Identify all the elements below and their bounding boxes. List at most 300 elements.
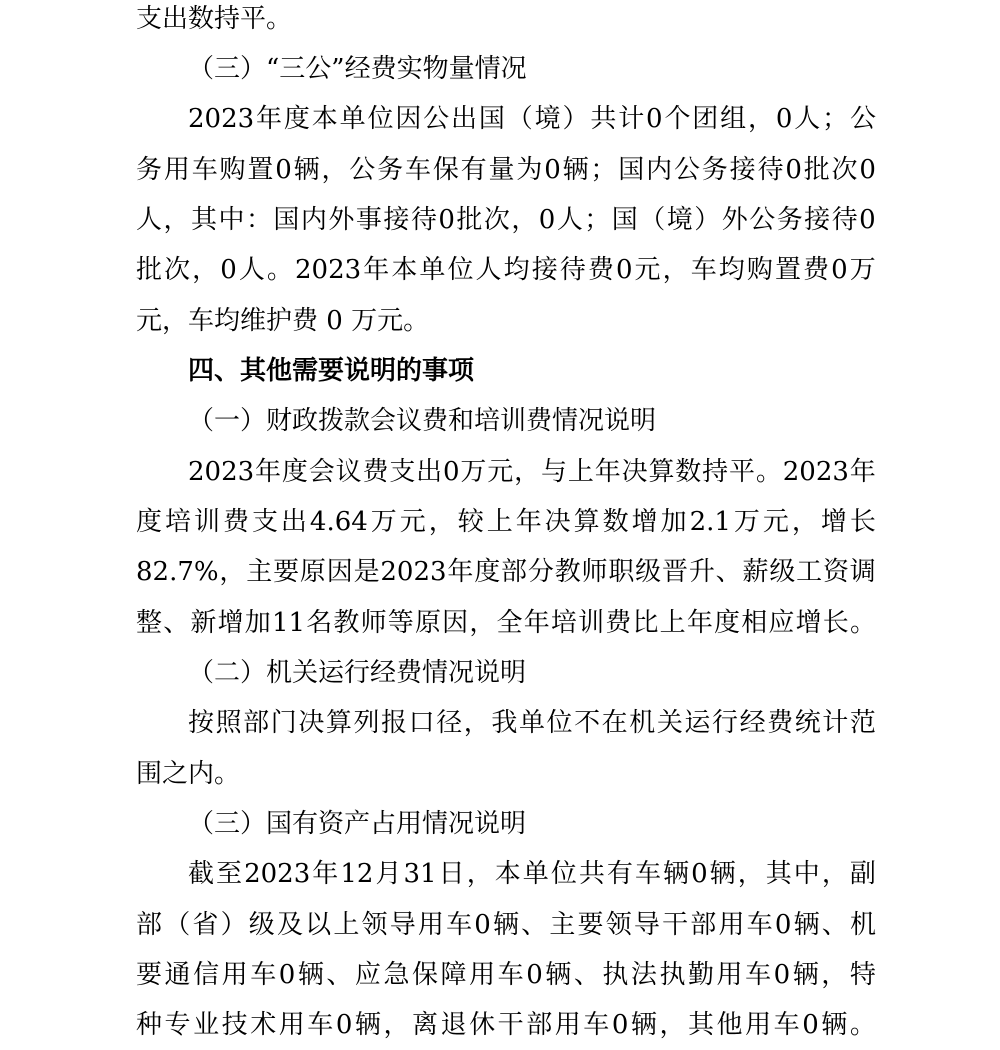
text-glyph: 领 <box>605 910 632 940</box>
text-glyph: 决 <box>298 708 325 738</box>
text-glyph: 待 <box>831 205 858 235</box>
text-glyph: 升 <box>688 557 715 587</box>
text-glyph: 人 <box>475 255 502 285</box>
text-glyph: 0 <box>802 1010 819 1040</box>
text-glyph: 保 <box>432 155 459 185</box>
text-glyph: 主 <box>549 910 576 940</box>
text-glyph: 出 <box>451 104 478 134</box>
text-glyph: 万 <box>370 507 397 537</box>
text-glyph: 辆 <box>562 155 589 185</box>
text-glyph: 他 <box>716 1010 743 1040</box>
text-glyph: 障 <box>440 960 467 990</box>
text-glyph: 度 <box>474 557 501 587</box>
text-glyph: 0 <box>438 205 455 235</box>
text-glyph: 车 <box>745 960 772 990</box>
text-glyph: 用 <box>469 960 496 990</box>
text-glyph: 月 <box>375 859 402 889</box>
text-glyph: 用 <box>716 960 743 990</box>
text-glyph: 统 <box>794 708 821 738</box>
text-glyph: 按 <box>188 708 215 738</box>
text-glyph: 车 <box>690 255 717 285</box>
text-line: 元，车均维护费 0 万元。 <box>136 306 430 336</box>
text-glyph: 0 <box>538 205 556 235</box>
text-glyph: 年 <box>255 457 282 487</box>
text-glyph: 增 <box>820 507 847 537</box>
text-glyph: 不 <box>574 708 601 738</box>
text-glyph: 省 <box>192 910 219 940</box>
text-glyph: ： <box>245 205 272 235</box>
text-glyph: 业 <box>193 1010 220 1040</box>
text-glyph: 年 <box>686 608 713 638</box>
text-glyph: 以 <box>305 910 332 940</box>
text-glyph: 人 <box>136 205 163 235</box>
text-glyph: 事 <box>355 205 382 235</box>
text-glyph: 增 <box>217 608 244 638</box>
text-glyph: 列 <box>353 708 380 738</box>
text-glyph: 公 <box>849 104 876 134</box>
text-glyph: 购 <box>746 255 773 285</box>
text-line-justified <box>188 94 876 144</box>
text-glyph: 职 <box>608 557 635 587</box>
text-glyph: 境 <box>666 205 693 235</box>
text-glyph: 及 <box>276 910 303 940</box>
text-glyph: 年 <box>447 557 474 587</box>
text-glyph: 2023 <box>188 457 255 487</box>
text-glyph: 、 <box>821 910 848 940</box>
text-glyph: 用 <box>163 155 190 185</box>
text-glyph: 购 <box>219 155 246 185</box>
text-glyph: 报 <box>381 708 408 738</box>
text-line-justified <box>136 950 876 1000</box>
text-glyph: 相 <box>741 608 768 638</box>
text-glyph: 退 <box>440 1010 467 1040</box>
text-glyph: 人 <box>238 255 265 285</box>
text-glyph: 0 <box>278 960 296 990</box>
text-glyph: 务 <box>776 205 803 235</box>
text-glyph: 级 <box>248 910 275 940</box>
text-glyph: 领 <box>361 910 388 940</box>
text-glyph: 副 <box>849 859 876 889</box>
text-glyph: 其 <box>190 205 217 235</box>
text-glyph: 公 <box>349 155 376 185</box>
text-glyph: 出 <box>416 457 443 487</box>
text-glyph: 我 <box>491 708 518 738</box>
text-glyph: ， <box>466 859 493 889</box>
text-glyph: 。 <box>266 255 293 285</box>
text-glyph: 辆 <box>354 1010 381 1040</box>
text-glyph: 车 <box>583 1010 610 1040</box>
text-glyph: 共 <box>578 859 605 889</box>
text-glyph: 议 <box>335 457 362 487</box>
text-glyph: ； <box>822 104 849 134</box>
text-glyph: 单 <box>522 859 549 889</box>
text-glyph: 批 <box>456 205 483 235</box>
text-glyph: 0 <box>611 1010 629 1040</box>
text-glyph: 算 <box>648 457 675 487</box>
text-glyph: 机 <box>629 708 656 738</box>
text-line-justified <box>188 447 876 497</box>
text-glyph: 待 <box>410 205 437 235</box>
text-glyph: 与 <box>541 457 568 487</box>
text-glyph: 车 <box>773 1010 800 1040</box>
text-glyph: 0 <box>275 155 292 185</box>
text-glyph: 车 <box>404 155 431 185</box>
text-glyph: 是 <box>353 557 380 587</box>
text-glyph: 车 <box>446 910 473 940</box>
text-glyph: 支 <box>251 507 278 537</box>
text-glyph: 万 <box>460 457 487 487</box>
text-glyph: 上 <box>486 507 513 537</box>
text-glyph: 0 <box>859 155 876 185</box>
text-glyph: 车 <box>634 859 661 889</box>
text-glyph: 原 <box>414 608 441 638</box>
text-glyph: 外 <box>721 205 748 235</box>
subsection-heading: （一）财政拨款会议费和培训费情况说明 <box>188 406 657 436</box>
text-glyph: 薪 <box>742 557 769 587</box>
text-glyph: ， <box>791 507 818 537</box>
text-glyph: 年 <box>363 255 390 285</box>
text-glyph: 会 <box>308 457 335 487</box>
text-glyph: 径 <box>436 708 463 738</box>
text-glyph: ， <box>659 1010 686 1040</box>
text-glyph: 运 <box>684 708 711 738</box>
text-glyph: 单 <box>518 708 545 738</box>
text-glyph: 日 <box>438 859 465 889</box>
text-glyph: 接 <box>531 255 558 285</box>
text-glyph: 长 <box>849 507 876 537</box>
text-glyph: 待 <box>757 155 784 185</box>
text-glyph: 内 <box>300 205 327 235</box>
text-glyph: ） <box>562 104 589 134</box>
text-glyph: ， <box>163 205 190 235</box>
text-glyph: 部 <box>690 910 717 940</box>
text-glyph: 工 <box>796 557 823 587</box>
text-glyph: 资 <box>822 557 849 587</box>
text-glyph: 国 <box>611 205 638 235</box>
text-glyph: 训 <box>578 608 605 638</box>
text-line-justified <box>136 900 876 950</box>
text-glyph: 2023 <box>782 457 849 487</box>
text-glyph: 其 <box>765 859 792 889</box>
text-glyph: 费 <box>587 255 614 285</box>
text-glyph: 中 <box>218 205 245 235</box>
text-glyph: 2023 <box>295 255 362 285</box>
text-glyph: 辆 <box>630 1010 657 1040</box>
text-glyph: 门 <box>270 708 297 738</box>
text-glyph: 辆 <box>793 910 820 940</box>
text-glyph: ， <box>662 255 689 285</box>
text-glyph: 单 <box>339 104 366 134</box>
text-glyph: 加 <box>244 608 271 638</box>
text-glyph: ， <box>383 1010 410 1040</box>
text-glyph: 决 <box>544 507 571 537</box>
text-glyph: 导 <box>389 910 416 940</box>
text-glyph: 、 <box>715 557 742 587</box>
text-glyph: 名 <box>306 608 333 638</box>
text-glyph: 度 <box>714 608 741 638</box>
text-glyph: 休 <box>469 1010 496 1040</box>
text-glyph: 通 <box>164 960 191 990</box>
text-glyph: 量 <box>488 155 515 185</box>
text-glyph: 国 <box>478 104 505 134</box>
text-glyph: 教 <box>333 608 360 638</box>
text-glyph: 术 <box>250 1010 277 1040</box>
text-glyph: ， <box>737 859 764 889</box>
text-glyph: 0 <box>474 910 491 940</box>
text-glyph: 经 <box>739 708 766 738</box>
text-glyph: 辆 <box>663 859 690 889</box>
text-glyph: 部 <box>136 910 163 940</box>
text-glyph: 辆 <box>821 1010 848 1040</box>
text-glyph: 国 <box>273 205 300 235</box>
text-glyph: 团 <box>692 104 719 134</box>
text-glyph: 0 <box>335 1010 353 1040</box>
text-glyph: 0 <box>831 255 848 285</box>
text-glyph: 次 <box>831 155 858 185</box>
text-glyph: 人 <box>794 104 821 134</box>
text-glyph: 车 <box>250 960 277 990</box>
text-glyph: 年 <box>594 457 621 487</box>
text-glyph: 0 <box>775 104 793 134</box>
text-glyph: ， <box>821 960 848 990</box>
text-glyph: 元 <box>399 507 426 537</box>
text-glyph: 应 <box>354 960 381 990</box>
text-glyph: ） <box>694 205 721 235</box>
text-glyph: 比 <box>632 608 659 638</box>
text-glyph: 培 <box>164 507 191 537</box>
text-glyph: 用 <box>417 910 444 940</box>
text-glyph: （ <box>164 910 191 940</box>
text-glyph: 要 <box>273 557 300 587</box>
text-glyph: 度 <box>136 507 163 537</box>
text-glyph: 组 <box>720 104 747 134</box>
text-glyph: 分 <box>527 557 554 587</box>
text-line-justified <box>188 698 876 748</box>
text-glyph: 批 <box>803 155 830 185</box>
text-glyph: 关 <box>656 708 683 738</box>
text-glyph: 位 <box>447 255 474 285</box>
text-glyph: 机 <box>849 910 876 940</box>
text-glyph: 培 <box>550 608 577 638</box>
text-glyph: 中 <box>793 859 820 889</box>
text-line-justified <box>136 195 876 245</box>
text-line-justified <box>136 547 876 597</box>
text-glyph: 用 <box>718 910 745 940</box>
text-glyph: ， <box>821 859 848 889</box>
text-glyph: 31 <box>403 859 437 889</box>
text-glyph: 为 <box>516 155 543 185</box>
text-glyph: 个 <box>664 104 691 134</box>
text-glyph: 置 <box>247 155 274 185</box>
text-glyph: ， <box>463 708 490 738</box>
text-glyph: （ <box>639 205 666 235</box>
text-glyph: 全 <box>496 608 523 638</box>
text-glyph: 导 <box>633 910 660 940</box>
text-glyph: 出 <box>280 507 307 537</box>
text-glyph: 置 <box>774 255 801 285</box>
text-glyph: 数 <box>602 507 629 537</box>
text-glyph: 费 <box>767 708 794 738</box>
text-glyph: 特 <box>849 960 876 990</box>
text-glyph: 0 <box>859 205 876 235</box>
text-line-justified <box>136 497 876 547</box>
text-glyph: 2023 <box>188 104 255 134</box>
text-glyph: 内 <box>646 155 673 185</box>
text-glyph: 勤 <box>688 960 715 990</box>
text-glyph: 2.1 <box>689 507 731 537</box>
text-glyph: 万 <box>733 507 760 537</box>
text-glyph: 辆 <box>293 155 320 185</box>
text-glyph: 整 <box>136 608 163 638</box>
text-glyph: 万 <box>849 255 876 285</box>
text-glyph: 照 <box>215 708 242 738</box>
text-glyph: 公 <box>423 104 450 134</box>
text-glyph: 其 <box>688 1010 715 1040</box>
text-glyph: 车 <box>746 910 773 940</box>
text-glyph: 范 <box>849 708 876 738</box>
text-glyph: 0 <box>544 155 561 185</box>
text-glyph: 至 <box>216 859 243 889</box>
text-glyph: 车 <box>191 155 218 185</box>
text-glyph: 部 <box>501 557 528 587</box>
text-glyph: 费 <box>605 608 632 638</box>
subsection-heading: （二）机关运行经费情况说明 <box>188 658 527 688</box>
text-glyph: 截 <box>188 859 215 889</box>
text-glyph: 费 <box>803 255 830 285</box>
text-glyph: 、 <box>326 960 353 990</box>
text-glyph: 用 <box>221 960 248 990</box>
text-glyph: 车 <box>307 1010 334 1040</box>
text-glyph: 年 <box>256 104 283 134</box>
text-glyph: 增 <box>631 507 658 537</box>
text-glyph: 辆 <box>545 960 572 990</box>
text-line-justified <box>136 245 876 295</box>
text-line-justified <box>188 849 876 899</box>
text-glyph: 年 <box>312 859 339 889</box>
text-glyph: 境 <box>534 104 561 134</box>
text-glyph: 度 <box>283 104 310 134</box>
text-glyph: 费 <box>222 507 249 537</box>
text-glyph: 要 <box>136 960 163 990</box>
text-glyph: 用 <box>745 1010 772 1040</box>
text-glyph: ） <box>220 910 247 940</box>
text-glyph: 要 <box>577 910 604 940</box>
text-glyph: 均 <box>718 255 745 285</box>
text-glyph: 计 <box>822 708 849 738</box>
text-line: 支出数持平。 <box>136 4 293 34</box>
text-glyph: 共 <box>590 104 617 134</box>
text-glyph: 主 <box>246 557 273 587</box>
text-glyph: 数 <box>675 457 702 487</box>
text-glyph: 本 <box>494 859 521 889</box>
text-glyph: 急 <box>383 960 410 990</box>
text-glyph: ， <box>748 104 775 134</box>
text-glyph: 应 <box>768 608 795 638</box>
text-glyph: 因 <box>442 608 469 638</box>
text-glyph: 0 <box>220 255 237 285</box>
text-glyph: 计 <box>618 104 645 134</box>
text-glyph: 待 <box>559 255 586 285</box>
text-glyph: 加 <box>660 507 687 537</box>
text-glyph: 平 <box>729 457 756 487</box>
text-glyph: 接 <box>804 205 831 235</box>
text-glyph: 。 <box>755 457 782 487</box>
text-glyph: 、 <box>163 608 190 638</box>
text-glyph: ， <box>219 557 246 587</box>
text-glyph: 师 <box>360 608 387 638</box>
text-glyph: 本 <box>391 255 418 285</box>
text-glyph: 口 <box>408 708 435 738</box>
text-glyph: 级 <box>769 557 796 587</box>
text-glyph: 2023 <box>244 859 311 889</box>
text-glyph: 因 <box>326 557 353 587</box>
subsection-heading: （三）“三公”经费实物量情况 <box>188 54 527 84</box>
text-glyph: 部 <box>526 1010 553 1040</box>
text-glyph: 决 <box>621 457 648 487</box>
text-glyph: 上 <box>659 608 686 638</box>
text-line-justified <box>136 145 876 195</box>
text-glyph: 年 <box>515 507 542 537</box>
subsection-heading: （三）国有资产占用情况说明 <box>188 809 527 839</box>
text-glyph: 持 <box>702 457 729 487</box>
text-glyph: 0 <box>691 859 708 889</box>
text-glyph: 行 <box>711 708 738 738</box>
text-glyph: 元 <box>487 457 514 487</box>
text-glyph: 公 <box>749 205 776 235</box>
text-glyph: 离 <box>412 1010 439 1040</box>
text-glyph: 师 <box>581 557 608 587</box>
text-glyph: 0 <box>774 910 792 940</box>
text-glyph: 新 <box>190 608 217 638</box>
text-glyph: 技 <box>221 1010 248 1040</box>
text-glyph: 年 <box>523 608 550 638</box>
text-glyph: 本 <box>311 104 338 134</box>
text-glyph: 教 <box>554 557 581 587</box>
text-glyph: 。 <box>849 608 876 638</box>
text-glyph: （ <box>506 104 533 134</box>
text-glyph: 年 <box>849 457 876 487</box>
text-line: 围之内。 <box>136 759 241 789</box>
text-glyph: 位 <box>550 859 577 889</box>
text-glyph: ， <box>511 205 538 235</box>
text-glyph: 批 <box>136 255 163 285</box>
text-glyph: 费 <box>362 457 389 487</box>
text-glyph: 4.64 <box>309 507 368 537</box>
text-glyph: 法 <box>630 960 657 990</box>
text-glyph: 12 <box>340 859 374 889</box>
text-glyph: 0 <box>443 457 460 487</box>
text-glyph: ， <box>428 507 455 537</box>
text-glyph: 有 <box>460 155 487 185</box>
text-glyph: 在 <box>601 708 628 738</box>
text-glyph: 干 <box>662 910 689 940</box>
text-glyph: ； <box>590 155 617 185</box>
text-glyph: 11 <box>271 608 306 638</box>
text-glyph: 辆 <box>492 910 519 940</box>
text-glyph: 0 <box>526 960 543 990</box>
text-glyph: 0 <box>773 960 791 990</box>
text-glyph: 82.7% <box>136 557 219 587</box>
text-glyph: 接 <box>383 205 410 235</box>
text-glyph: 位 <box>546 708 573 738</box>
text-glyph: 较 <box>457 507 484 537</box>
text-glyph: 执 <box>602 960 629 990</box>
text-glyph: 用 <box>554 1010 581 1040</box>
text-glyph: 外 <box>328 205 355 235</box>
text-glyph: 训 <box>193 507 220 537</box>
text-glyph: ， <box>514 457 541 487</box>
text-line-justified <box>136 598 876 648</box>
